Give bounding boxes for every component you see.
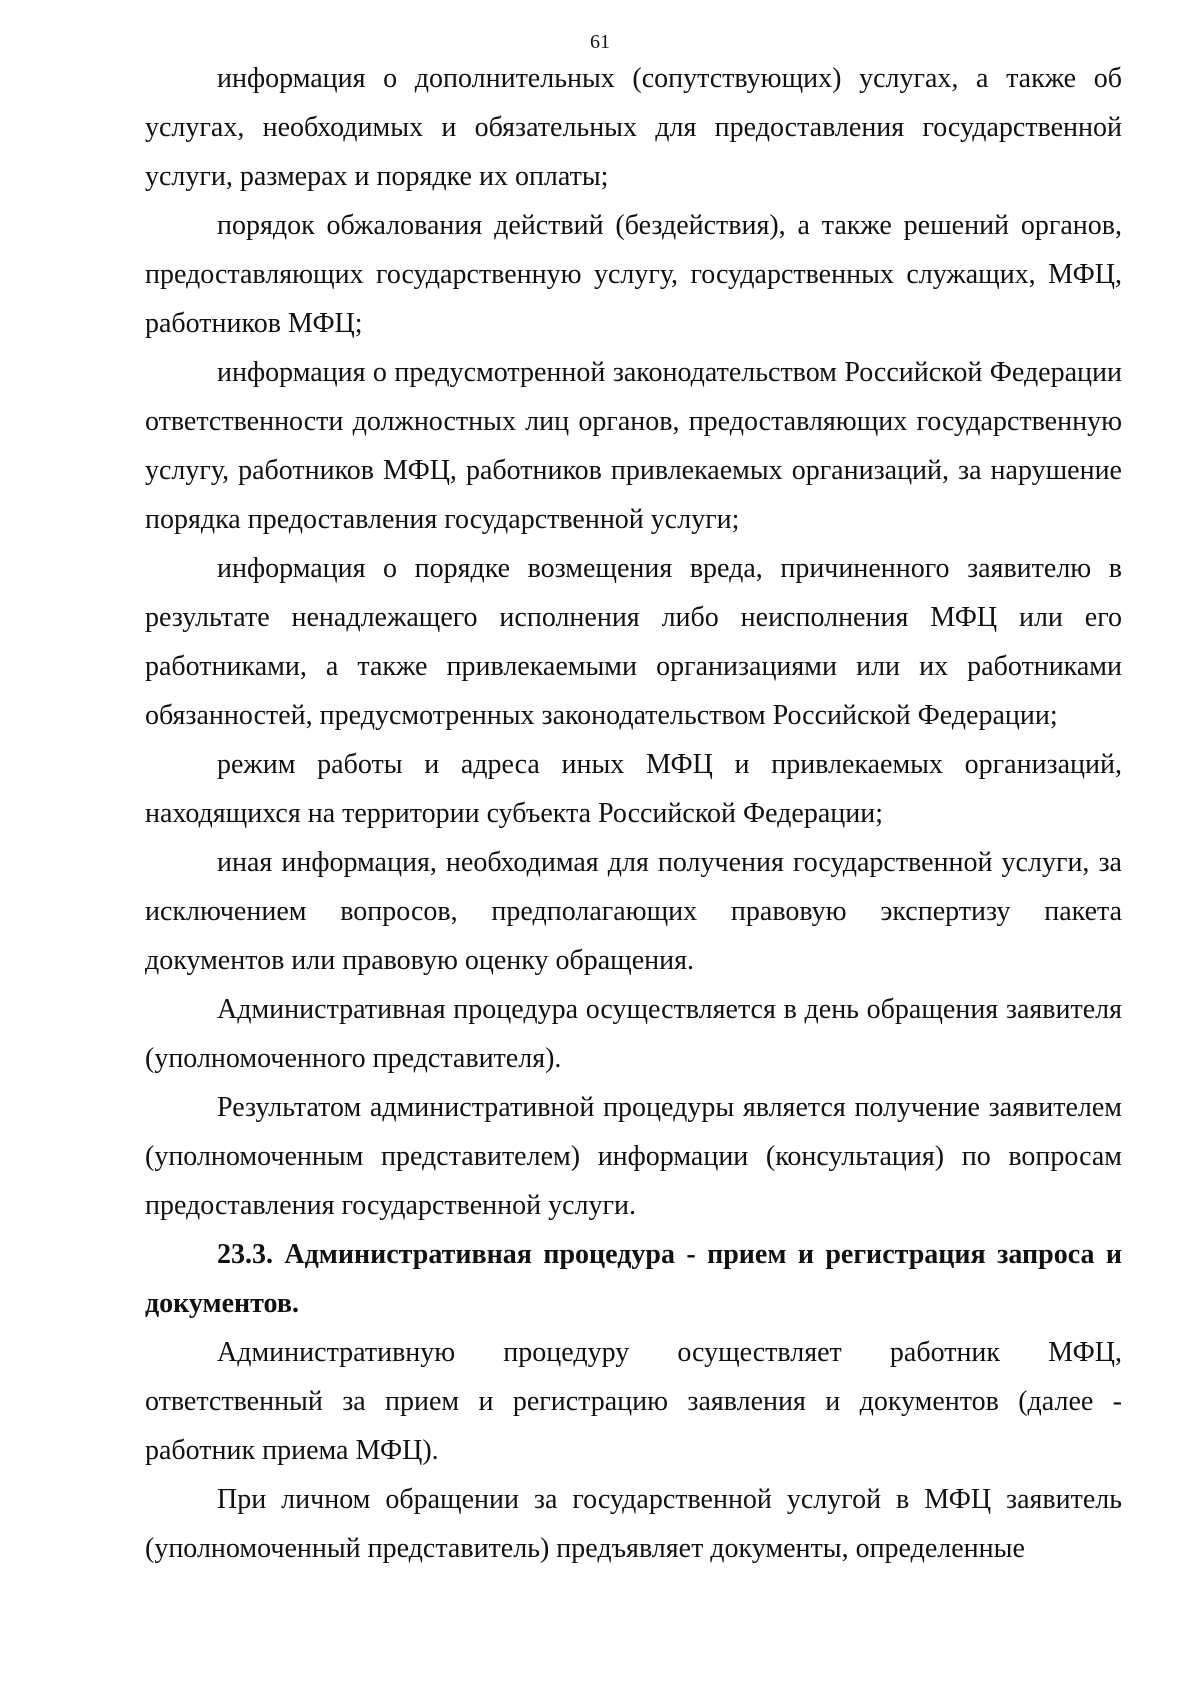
- section-heading-23-3: 23.3. Административная процедура - прием и регистрация запроса и документов.: [145, 1239, 1122, 1319]
- paragraph-damage-compensation: информация о порядке возмещения вреда, причиненного заявителю в результате ненадлежащего исполнения либо неисполнения МФЦ или его работниками, а также привлекаемыми организациями или их работниками обязанностей, предусмотренных законодательством Российской Федерации;: [145, 553, 1122, 731]
- paragraph-procedure-timing: Административная процедура осуществляется в день обращения заявителя (уполномоченного представителя).: [145, 994, 1122, 1074]
- paragraph-officials-liability: информация о предусмотренной законодательством Российской Федерации ответственности должностных лиц органов, предоставляющих государственную услугу, работников МФЦ, работников привлекаемых организаций, за нарушение порядка предоставления государственной услуги;: [145, 357, 1122, 535]
- paragraph-working-hours: режим работы и адреса иных МФЦ и привлекаемых организаций, находящихся на территории субъекта Российской Федерации;: [145, 749, 1122, 829]
- paragraph-other-information: иная информация, необходимая для получения государственной услуги, за исключением вопросов, предполагающих правовую экспертизу пакета документов или правовую оценку обращения.: [145, 847, 1122, 976]
- paragraph-procedure-result: Результатом административной процедуры является получение заявителем (уполномоченным представителем) информации (консультация) по вопросам предоставления государственной услуги.: [145, 1092, 1122, 1221]
- page-number: 61: [590, 31, 610, 53]
- paragraph-additional-services: информация о дополнительных (сопутствующих) услугах, а также об услугах, необходимых и обязательных для предоставления государственной услуги, размерах и порядке их оплаты;: [145, 63, 1122, 192]
- paragraph-personal-appeal: При личном обращении за государственной услугой в МФЦ заявитель (уполномоченный представитель) предъявляет документы, определенные: [145, 1484, 1122, 1564]
- paragraph-appeal-procedure: порядок обжалования действий (бездействия), а также решений органов, предоставляющих государственную услугу, государственных служащих, МФЦ, работников МФЦ;: [145, 210, 1122, 339]
- paragraph-responsible-employee: Административную процедуру осуществляет работник МФЦ, ответственный за прием и регистрацию заявления и документов (далее - работник приема МФЦ).: [145, 1337, 1122, 1466]
- document-body: [145, 54, 1122, 1573]
